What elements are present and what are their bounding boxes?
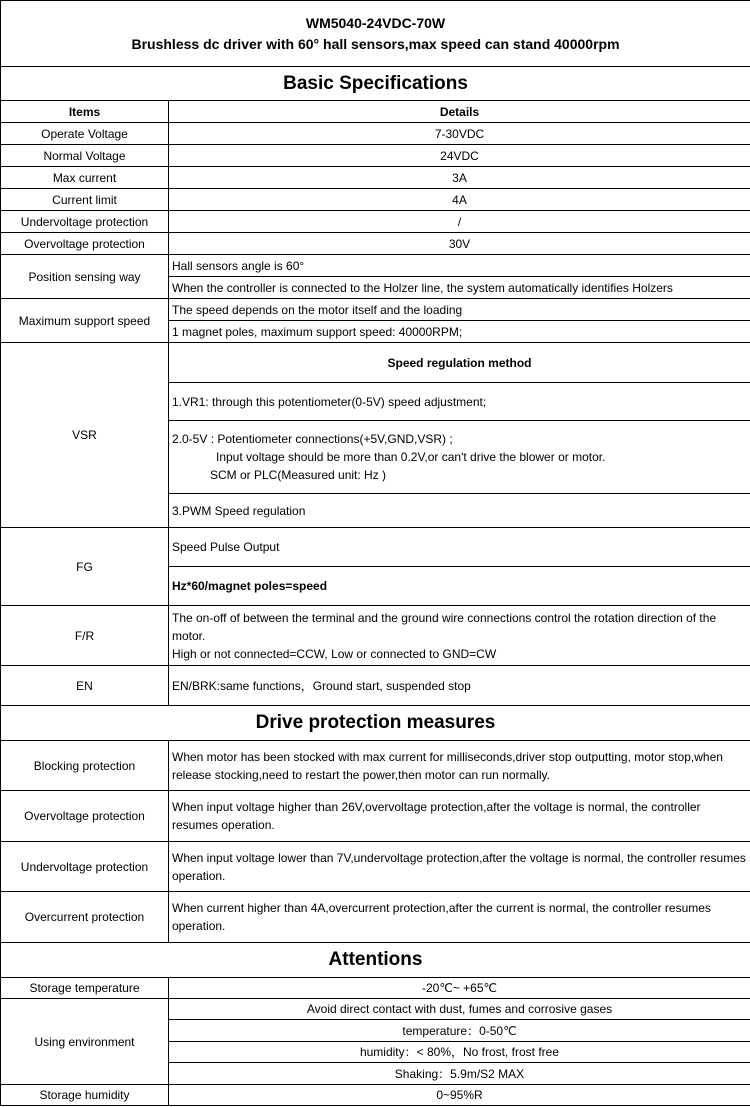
table-row [1,791,750,842]
column-header-items: Items [1,101,169,123]
column-header-details: Details [169,101,750,123]
storage-humidity-item: Storage humidity [1,1085,169,1106]
environment-line-2: temperature：0-50℃ [169,1020,750,1042]
vsr-method-2-line-2: Input voltage should be more than 0.2V,or can't drive the blower or motor. [216,450,606,464]
max-speed-line-2: 1 magnet poles, maximum support speed: 40000RPM; [169,321,750,343]
table-row [1,528,750,567]
section-basic-specifications: Basic Specifications [1,67,750,101]
row-detail: 7-30VDC [169,123,750,145]
speed-regulation-header: Speed regulation method [169,343,750,383]
row-item: Overvoltage protection [1,233,169,255]
title-cell [1,1,750,67]
position-line-2: When the controller is connected to the Holzer line, the system automatically identifies Holzers [169,277,750,299]
vsr-method-3: 3.PWM Speed regulation [169,494,750,528]
table-row [1,167,750,189]
fg-line-2: Hz*60/magnet poles=speed [169,567,750,606]
table-row [1,666,750,706]
en-item: EN [1,666,169,706]
protection-item: Blocking protection [1,741,169,791]
row-detail: 30V [169,233,750,255]
vsr-method-2-line-3: SCM or PLC(Measured unit: Hz ) [210,468,387,482]
table-row [1,606,750,666]
protection-item: Overvoltage protection [1,791,169,842]
title-row [1,1,750,67]
header-row [1,101,750,123]
row-detail: 24VDC [169,145,750,167]
row-item: Max current [1,167,169,189]
table-row [1,741,750,791]
protection-detail: When input voltage lower than 7V,undervoltage protection,after the voltage is normal, the controller resumes operation. [169,842,750,892]
environment-line-3: humidity：< 80%，No frost, frost free [169,1042,750,1063]
fg-line-1: Speed Pulse Output [169,528,750,567]
table-row [1,145,750,167]
table-row [1,1085,750,1106]
fr-item: F/R [1,606,169,666]
table-row [1,211,750,233]
vsr-item: VSR [1,343,169,528]
protection-detail: When current higher than 4A,overcurrent protection,after the current is normal, the controller resumes operation. [169,892,750,943]
table-row [1,842,750,892]
storage-temperature-item: Storage temperature [1,978,169,999]
fr-line-1: The on-off of between the terminal and the ground wire connections control the rotation direction of the motor. [172,610,717,643]
using-environment-item: Using environment [1,999,169,1085]
vsr-method-1: 1.VR1: through this potentiometer(0-5V) speed adjustment; [169,383,750,421]
row-item: Operate Voltage [1,123,169,145]
protection-item: Overcurrent protection [1,892,169,943]
section-drive-protection: Drive protection measures [1,706,750,741]
environment-line-1: Avoid direct contact with dust, fumes and corrosive gases [169,999,750,1020]
fr-line-2: High or not connected=CCW, Low or connected to GND=CW [172,646,497,661]
row-detail: 4A [169,189,750,211]
product-subtitle: Brushless dc driver with 60° hall sensors,max speed can stand 40000rpm [131,35,620,52]
position-line-1: Hall sensors angle is 60° [169,255,750,277]
row-detail: / [169,211,750,233]
table-row [1,255,750,277]
en-detail: EN/BRK:same functions，Ground start, suspended stop [169,666,750,706]
table-row [1,343,750,383]
storage-temperature-detail: -20℃~ +65℃ [169,978,750,999]
row-item: Undervoltage protection [1,211,169,233]
max-speed-line-1: The speed depends on the motor itself and the loading [169,299,750,321]
protection-detail: When motor has been stocked with max current for milliseconds,driver stop outputting, motor stop,when release stocking,need to restart the power,then motor can run normally. [169,741,750,791]
fg-item: FG [1,528,169,606]
storage-humidity-detail: 0~95%R [169,1085,750,1106]
max-speed-item: Maximum support speed [1,299,169,343]
row-item: Normal Voltage [1,145,169,167]
table-row [1,299,750,321]
section-attentions: Attentions [1,943,750,978]
fr-detail [169,606,750,666]
table-row [1,892,750,943]
table-row [1,233,750,255]
table-row [1,123,750,145]
environment-line-4: Shaking：5.9m/S2 MAX [169,1063,750,1085]
row-item: Current limit [1,189,169,211]
row-detail: 3A [169,167,750,189]
model-title: WM5040-24VDC-70W [305,14,446,31]
table-row [1,978,750,999]
vsr-method-2-line-1: 2.0-5V : Potentiometer connections(+5V,GND,VSR) ; [172,432,453,446]
protection-item: Undervoltage protection [1,842,169,892]
table-row [1,999,750,1020]
table-row [1,189,750,211]
vsr-method-2 [169,421,750,494]
protection-detail: When input voltage higher than 26V,overvoltage protection,after the voltage is normal, the controller resumes operation. [169,791,750,842]
position-sensing-item: Position sensing way [1,255,169,299]
